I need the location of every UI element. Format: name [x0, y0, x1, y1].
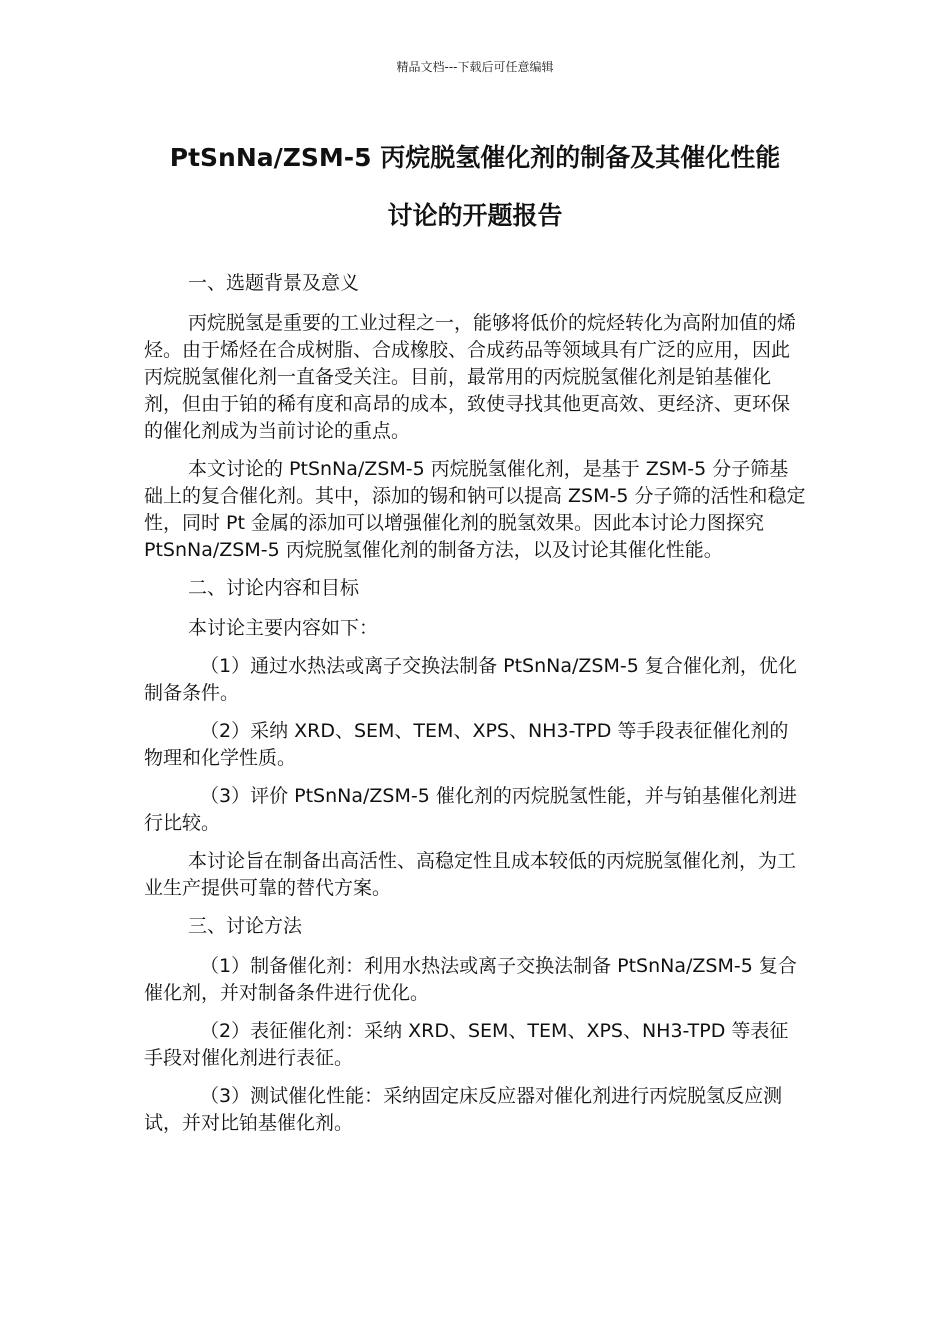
document-title-line-1: PtSnNa/ZSM-5 丙烷脱氢催化剂的制备及其催化性能	[169, 143, 781, 172]
list-item: （1）制备催化剂：利用水热法或离子交换法制备 PtSnNa/ZSM-5 复合催化剂，并对制备条件进行优化。	[144, 955, 797, 1004]
list-item: （3）评价 PtSnNa/ZSM-5 催化剂的丙烷脱氢性能，并与铂基催化剂进行比较。	[144, 785, 797, 834]
body-paragraph: 本文讨论的 PtSnNa/ZSM-5 丙烷脱氢催化剂，是基于 ZSM-5 分子筛基础上的复合催化剂。其中，添加的锡和钠可以提高 ZSM-5 分子筛的活性和稳定性，同时 Pt 金属的添加可以增强催化剂的脱氢效果。因此本讨论力图探究 PtSnNa/ZSM-5 丙烷脱氢催化剂的制备方法，以及讨论其催化性能。	[144, 458, 806, 561]
document-title-line-2: 讨论的开题报告	[387, 201, 563, 230]
body-paragraph: 本讨论旨在制备出高活性、高稳定性且成本较低的丙烷脱氢催化剂，为工业生产提供可靠的替代方案。	[144, 850, 797, 899]
list-item: （2）采纳 XRD、SEM、TEM、XPS、NH3-TPD 等手段表征催化剂的物理和化学性质。	[144, 720, 789, 769]
body-paragraph: 本讨论主要内容如下：	[188, 617, 379, 639]
section-heading: 一、选题背景及意义	[188, 272, 360, 294]
header-note: 精品文档---下载后可任意编辑	[396, 60, 554, 74]
document-body	[144, 270, 806, 1148]
list-item: （3）测试催化性能：采纳固定床反应器对催化剂进行丙烷脱氢反应测试，并对比铂基催化剂。	[144, 1085, 783, 1134]
body-paragraph: 丙烷脱氢是重要的工业过程之一，能够将低价的烷烃转化为高附加值的烯烃。由于烯烃在合成树脂、合成橡胶、合成药品等领域具有广泛的应用，因此丙烷脱氢催化剂一直备受关注。目前，最常用的丙烷脱氢催化剂是铂基催化剂，但由于铂的稀有度和高昂的成本，致使寻找其他更高效、更经济、更环保的催化剂成为当前讨论的重点。	[144, 312, 797, 442]
list-item: （1）通过水热法或离子交换法制备 PtSnNa/ZSM-5 复合催化剂，优化制备条件。	[144, 655, 797, 704]
list-item: （2）表征催化剂：采纳 XRD、SEM、TEM、XPS、NH3-TPD 等表征手段对催化剂进行表征。	[144, 1020, 789, 1069]
section-heading: 三、讨论方法	[188, 915, 303, 937]
section-heading: 二、讨论内容和目标	[188, 577, 360, 599]
